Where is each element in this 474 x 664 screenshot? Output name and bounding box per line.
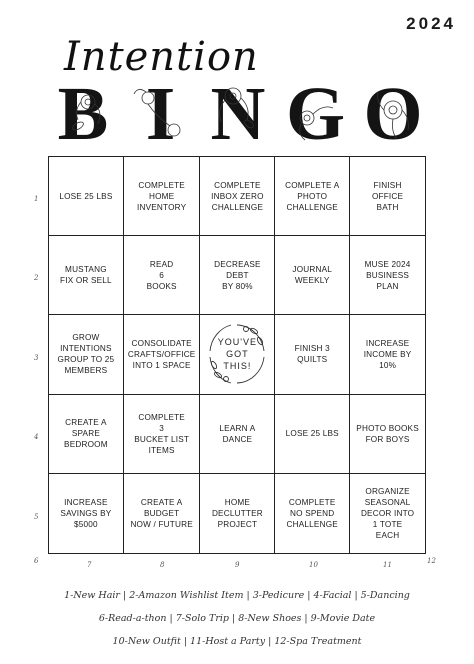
bingo-cell: CREATE A BUDGET NOW / FUTURE <box>124 474 201 553</box>
row-number: 6 <box>34 557 39 565</box>
bingo-cell: COMPLETE 3 BUCKET LIST ITEMS <box>124 395 201 474</box>
bingo-letter-g: G <box>281 80 351 148</box>
bingo-cell: HOME DECLUTTER PROJECT <box>200 474 275 553</box>
bingo-letter-b: B <box>48 80 118 148</box>
legend-line: 1-New Hair | 2-Amazon Wishlist Item | 3-Pedicure | 4-Facial | 5-Dancing <box>64 590 410 601</box>
bingo-cell: READ 6 BOOKS <box>124 236 201 315</box>
bingo-cell: GROW INTENTIONS GROUP TO 25 MEMBERS <box>49 315 124 394</box>
bingo-cell: INCREASE INCOME BY 10% <box>350 315 425 394</box>
bingo-letter-o: O <box>358 80 428 148</box>
bingo-cell: COMPLETE NO SPEND CHALLENGE <box>275 474 350 553</box>
reward-legend <box>0 584 474 653</box>
floral-ornament-icon <box>203 80 273 148</box>
column-number: 12 <box>427 557 436 565</box>
row-number: 3 <box>34 354 39 362</box>
bingo-letter-n: N <box>203 80 273 148</box>
bingo-cell: MUSTANG FIX OR SELL <box>49 236 124 315</box>
bingo-cell: JOURNAL WEEKLY <box>275 236 350 315</box>
column-number: 11 <box>383 561 392 569</box>
bingo-cell: DECREASE DEBT BY 80% <box>200 236 275 315</box>
legend-line: 6-Read-a-thon | 7-Solo Trip | 8-New Shoes | 9-Movie Date <box>98 613 376 624</box>
bingo-title <box>48 72 428 156</box>
bingo-cell: COMPLETE INBOX ZERO CHALLENGE <box>200 157 275 236</box>
bingo-grid <box>48 156 426 554</box>
legend-line: 10-New Outfit | 11-Host a Party | 12-Spa Treatment <box>112 636 362 647</box>
intention-script-title: Intention <box>64 34 259 80</box>
bingo-cell: LOSE 25 LBS <box>49 157 124 236</box>
bingo-cell: FINISH 3 QUILTS <box>275 315 350 394</box>
free-space-text: YOU'VE GOT THIS! <box>217 337 258 372</box>
row-number: 1 <box>34 195 39 203</box>
floral-ornament-icon <box>126 80 196 148</box>
column-number: 9 <box>235 561 240 569</box>
row-number: 2 <box>34 274 39 282</box>
bingo-cell: LOSE 25 LBS <box>275 395 350 474</box>
bingo-cell: CONSOLIDATE CRAFTS/OFFICE INTO 1 SPACE <box>124 315 201 394</box>
bingo-cell: COMPLETE A PHOTO CHALLENGE <box>275 157 350 236</box>
row-number: 4 <box>34 433 39 441</box>
column-number: 10 <box>309 561 318 569</box>
bingo-cell: FINISH OFFICE BATH <box>350 157 425 236</box>
floral-ornament-icon <box>358 80 428 148</box>
bingo-cell: LEARN A DANCE <box>200 395 275 474</box>
bingo-cell: PHOTO BOOKS FOR BOYS <box>350 395 425 474</box>
row-number: 5 <box>34 513 39 521</box>
bingo-cell: CREATE A SPARE BEDROOM <box>49 395 124 474</box>
bingo-cell: COMPLETE HOME INVENTORY <box>124 157 201 236</box>
free-space-cell <box>200 315 275 394</box>
bingo-cell: INCREASE SAVINGS BY $5000 <box>49 474 124 553</box>
floral-ornament-icon <box>48 80 118 148</box>
bingo-cell: MUSE 2024 BUSINESS PLAN <box>350 236 425 315</box>
year-label: 2024 <box>406 14 456 33</box>
floral-ornament-icon <box>281 80 351 148</box>
bingo-cell: ORGANIZE SEASONAL DECOR INTO 1 TOTE EACH <box>360 486 415 540</box>
column-number: 8 <box>160 561 165 569</box>
column-number: 7 <box>87 561 92 569</box>
bingo-letter-i: I <box>126 80 196 148</box>
